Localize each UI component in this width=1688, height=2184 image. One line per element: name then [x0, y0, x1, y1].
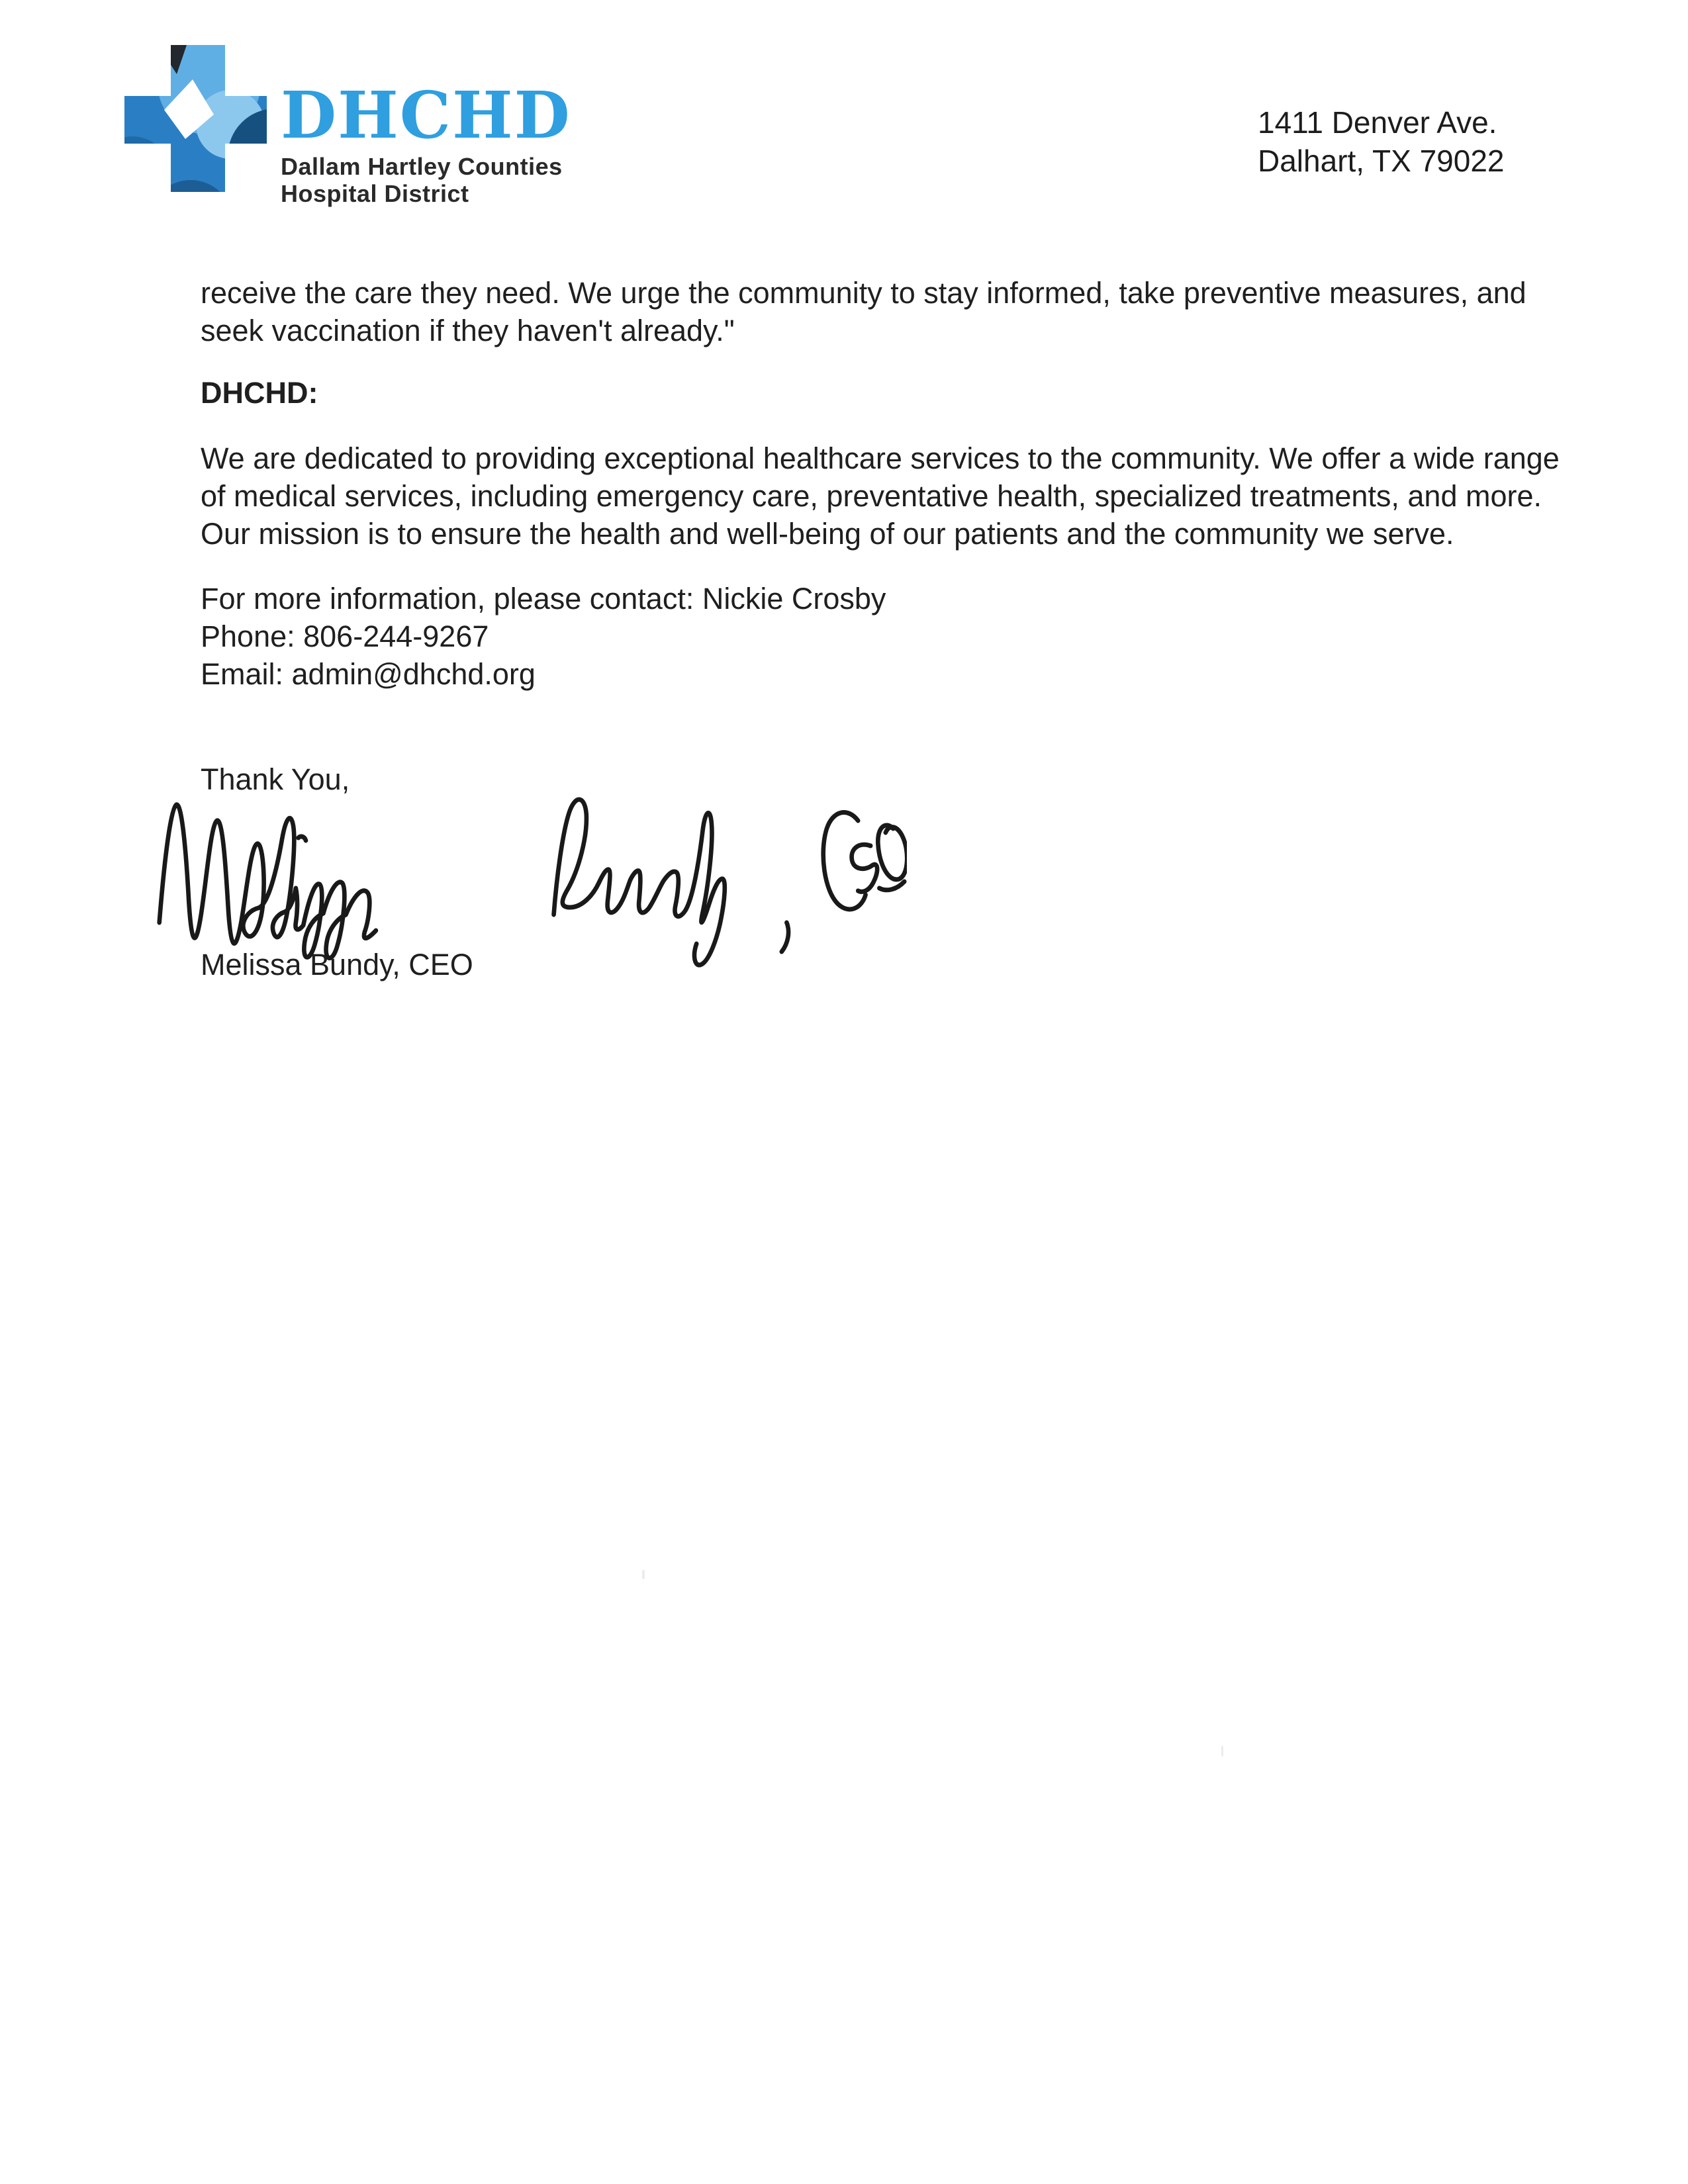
paragraph-boilerplate	[201, 439, 1560, 553]
paragraph-line: We are dedicated to providing exceptional healthcare services to the community. We offer a wide range	[201, 441, 1560, 475]
section-label-dhchd: DHCHD:	[201, 376, 318, 410]
paragraph-line: Our mission is to ensure the health and well-being of our patients and the community we serve.	[201, 517, 1454, 551]
contact-block	[201, 580, 886, 693]
scan-artifact	[1221, 1746, 1223, 1756]
address-line1: 1411 Denver Ave.	[1258, 105, 1497, 140]
logo-org-name	[281, 153, 571, 207]
address-line2: Dalhart, TX 79022	[1258, 144, 1505, 178]
contact-phone-line: Phone: 806-244-9267	[201, 619, 489, 653]
contact-person-line: For more information, please contact: Nickie Crosby	[201, 582, 886, 615]
handwritten-signature-image	[156, 782, 907, 974]
paragraph-line: seek vaccination if they haven't already."	[201, 314, 735, 347]
logo-org-line1: Dallam Hartley Counties	[281, 153, 563, 180]
contact-email-line: Email: admin@dhchd.org	[201, 657, 536, 691]
logo-text-block	[281, 77, 571, 207]
paragraph-line: of medical services, including emergency care, preventative health, specialized treatments, and more.	[201, 479, 1542, 513]
scan-artifact	[642, 1570, 645, 1579]
paragraph-quote-continuation	[201, 274, 1526, 349]
hospital-cross-icon	[124, 45, 267, 192]
logo-acronym: DHCHD	[281, 77, 571, 153]
logo-org-line2: Hospital District	[281, 180, 469, 207]
signer-typed-name: Melissa Bundy, CEO	[201, 948, 473, 981]
closing-salutation: Thank You,	[201, 762, 350, 796]
paragraph-line: receive the care they need. We urge the community to stay informed, take preventive measures, and	[201, 276, 1526, 310]
letterhead-address	[1258, 103, 1505, 180]
